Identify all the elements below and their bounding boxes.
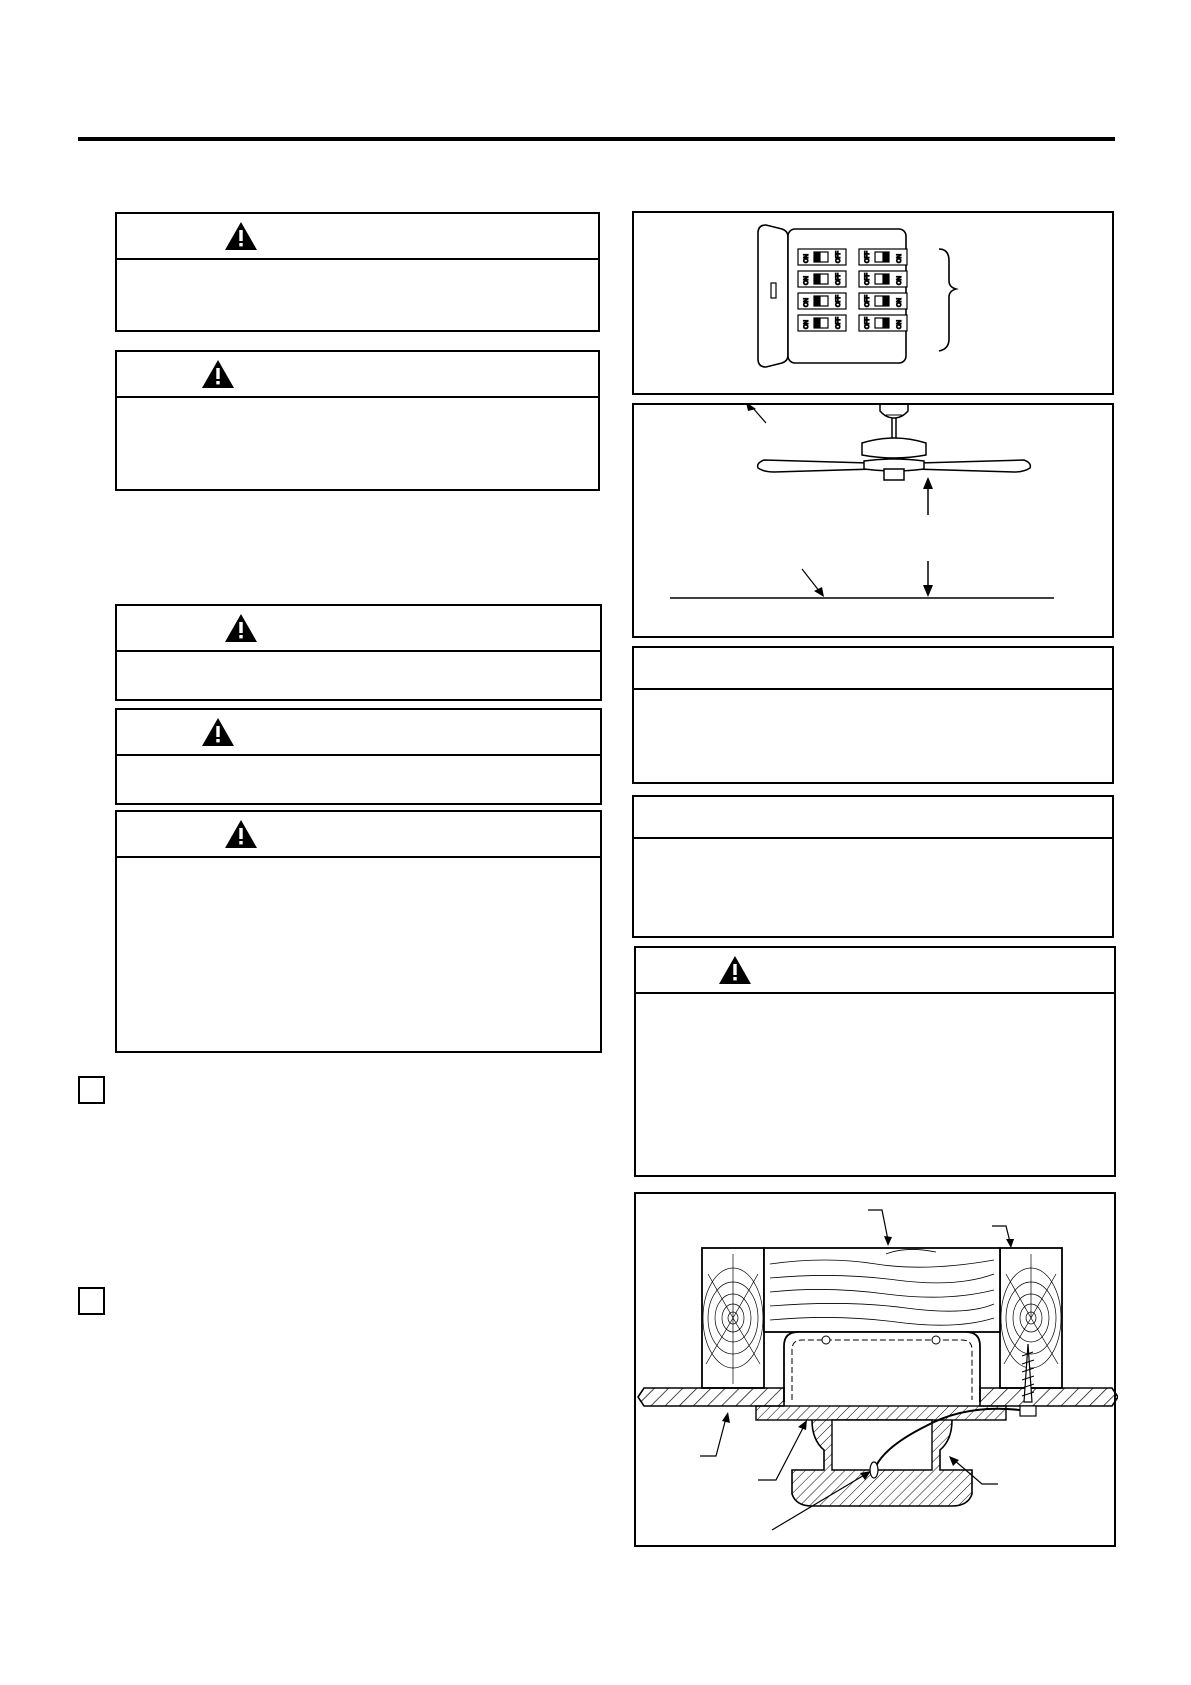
warning-header <box>117 710 600 756</box>
note-header <box>634 797 1112 839</box>
breaker-label: OFF <box>836 251 842 263</box>
breaker-label: ON <box>804 298 810 307</box>
ceiling-joist-cross-section-illustration <box>636 1194 1118 1549</box>
warning-box-2 <box>115 350 600 491</box>
warning-triangle-icon <box>224 221 258 251</box>
breaker-label: OFF <box>836 273 842 285</box>
note-box-1 <box>632 646 1114 784</box>
warning-header <box>117 812 600 858</box>
breaker-switch <box>798 293 846 309</box>
breaker-switch <box>859 315 907 331</box>
warning-triangle-icon <box>201 359 235 389</box>
breaker-label: ON <box>897 298 903 307</box>
breaker-label: OFF <box>836 317 842 329</box>
breaker-label: ON <box>897 254 903 263</box>
breaker-label: ON <box>804 276 810 285</box>
breaker-switch <box>859 271 907 287</box>
breaker-switch <box>859 293 907 309</box>
warning-triangle-icon <box>224 819 258 849</box>
warning-header <box>636 948 1114 994</box>
warning-header <box>117 606 600 652</box>
note-box-2 <box>632 795 1114 938</box>
warning-box-1 <box>115 212 600 332</box>
warning-triangle-icon <box>224 613 258 643</box>
breaker-label: ON <box>804 320 810 329</box>
breaker-label: OFF <box>865 251 871 263</box>
step-checkbox-2[interactable] <box>78 1287 105 1315</box>
note-header <box>634 648 1112 690</box>
ceiling-fan-illustration <box>634 405 1116 640</box>
breaker-switch <box>798 315 846 331</box>
figure-ceiling-mount <box>634 1192 1116 1547</box>
figure-fan-height <box>632 403 1114 638</box>
breaker-label: OFF <box>865 317 871 329</box>
warning-triangle-icon <box>201 717 235 747</box>
warning-box-3 <box>115 604 602 701</box>
warning-box-5 <box>115 810 602 1053</box>
warning-header <box>117 352 598 398</box>
breaker-label: OFF <box>865 273 871 285</box>
breaker-label: ON <box>804 254 810 263</box>
warning-box-right <box>634 946 1116 1177</box>
breaker-label: ON <box>897 276 903 285</box>
figure-breaker-panel <box>632 211 1114 395</box>
breaker-switch <box>798 271 846 287</box>
warning-triangle-icon <box>718 955 752 985</box>
breaker-panel-illustration <box>634 213 1116 397</box>
breaker-label: OFF <box>865 295 871 307</box>
breaker-switch <box>859 249 907 265</box>
footer-rule <box>0 1677 1191 1685</box>
warning-box-4 <box>115 708 602 805</box>
warning-header <box>117 214 598 260</box>
header-rule <box>78 137 1115 141</box>
breaker-label: OFF <box>836 295 842 307</box>
step-checkbox-1[interactable] <box>78 1076 105 1104</box>
breaker-switch <box>798 249 846 265</box>
breaker-label: ON <box>897 320 903 329</box>
